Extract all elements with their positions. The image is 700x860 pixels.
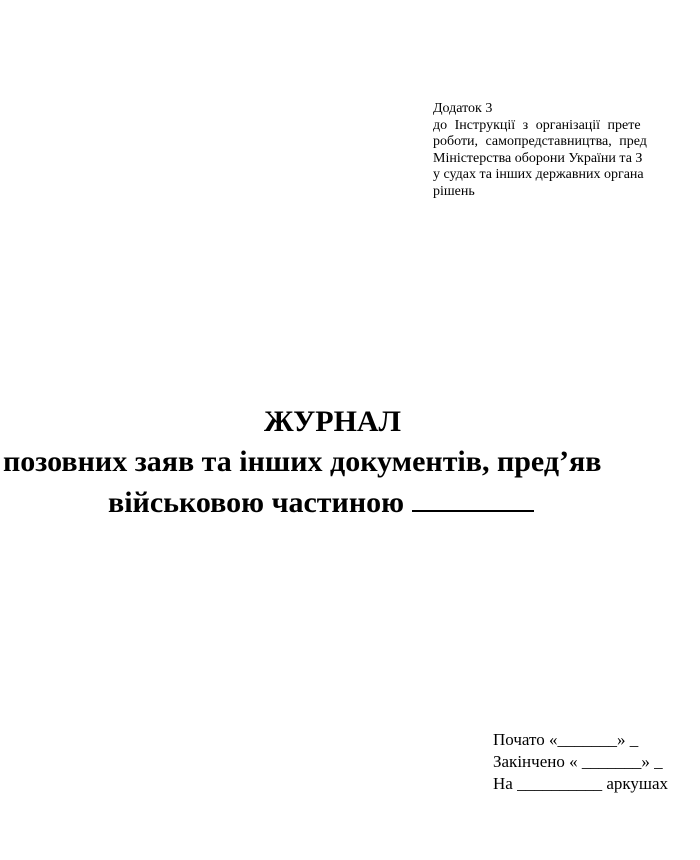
sheets-row: На __________ аркушах <box>493 774 669 793</box>
appendix-line-5: рішень <box>433 183 475 199</box>
appendix-line-3: Міністерства оборони України та З <box>433 150 643 166</box>
appendix-block <box>433 101 700 200</box>
journal-title: ЖУРНАЛ <box>264 405 401 438</box>
appendix-title: Додаток 3 <box>433 101 493 116</box>
dates-block <box>493 729 668 795</box>
started-row: Почато «_______» _ <box>493 730 639 749</box>
journal-subtitle: позовних заяв та інших документів, пред’яв <box>3 445 602 478</box>
appendix-line-1: до Інструкції з організації прете <box>433 117 641 133</box>
unit-blank-line <box>412 484 534 512</box>
journal-unit-line <box>108 484 534 521</box>
appendix-line-2: роботи, самопредставництва, пред <box>433 134 647 149</box>
appendix-line-4: у судах та інших державних органа <box>433 167 644 182</box>
journal-unit-label: військовою частиною <box>108 486 405 519</box>
finished-row: Закінчено « _______» _ <box>493 752 663 771</box>
